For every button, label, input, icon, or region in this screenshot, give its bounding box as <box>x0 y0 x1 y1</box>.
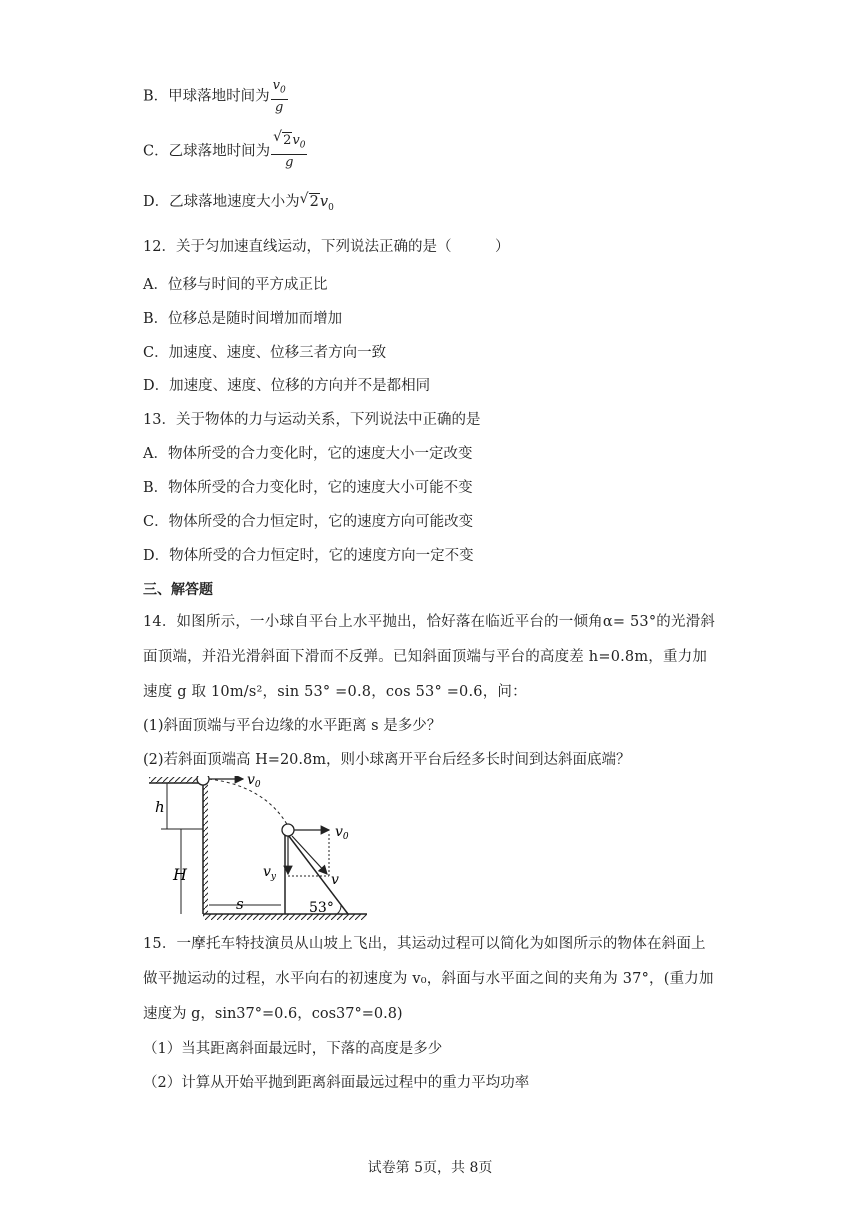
option-text: B．甲球落地时间为 <box>143 88 270 105</box>
q12-option-d: D．加速度、速度、位移的方向并不是都相同 <box>143 378 431 394</box>
q15-line1: 15．一摩托车特技演员从山坡上飞出，其运动过程可以简化为如图所示的物体在斜面上 <box>143 936 706 952</box>
sqrt-expression: √ 2 <box>299 191 319 210</box>
v-arrow <box>292 836 327 874</box>
vy-label: $v_y$ <box>263 864 277 882</box>
q13-option-a: A．物体所受的合力变化时，它的速度大小一定改变 <box>143 446 473 462</box>
option-text: D．乙球落地速度大小为 <box>143 194 300 210</box>
q15-line3: 速度为 g，sin37°=0.6，cos37°=0.8) <box>143 1006 403 1022</box>
q12-stem: 12．关于匀加速直线运动，下列说法正确的是（ ） <box>143 239 510 255</box>
q12-option-c: C．加速度、速度、位移三者方向一致 <box>143 345 387 361</box>
q11-option-b <box>143 78 288 115</box>
option-text: C．乙球落地时间为 <box>143 143 271 160</box>
q14-subquestion-1: (1)斜面顶端与平台边缘的水平距离 s 是多少？ <box>143 718 442 734</box>
q14-line2: 面顶端，并沿光滑斜面下滑而不反弹。已知斜面顶端与平台的高度差 h=0.8m，重力加 <box>143 649 708 665</box>
v0-label-top: $v_0$ <box>247 776 261 790</box>
angle-arc <box>337 905 341 914</box>
q14-line1: 14．如图所示，一小球自平台上水平抛出，恰好落在临近平台的一倾角α= 53°的光滑斜 <box>143 614 716 630</box>
h-label: h <box>155 798 165 816</box>
page-footer: 试卷第 5页，共 8页 <box>367 1160 493 1176</box>
ball-start <box>197 776 209 785</box>
fraction-v0-over-g: $\frac{v_0}{g}$ <box>272 78 286 115</box>
q11-option-c <box>143 129 307 170</box>
q13-stem: 13．关于物体的力与运动关系，下列说法中正确的是 <box>143 412 481 428</box>
fraction-sqrt2v0-over-g: √ $2v_0$ g <box>273 129 306 170</box>
s-label: s <box>236 895 244 913</box>
q15-line2: 做平抛运动的过程，水平向右的初速度为 v₀，斜面与水平面之间的夹角为 37°，(重力加 <box>143 971 714 987</box>
angle-label: 53° <box>309 900 334 916</box>
q11-option-d: D．乙球落地速度大小为 √ $2v_0$ <box>143 191 334 213</box>
ball-incline <box>282 824 294 836</box>
v0-label-incline: $v_0$ <box>335 824 349 842</box>
H-label: H <box>173 865 187 884</box>
section-heading: 三、解答题 <box>143 582 213 598</box>
projectile-incline-figure <box>145 776 375 921</box>
platform-hatch <box>149 777 203 783</box>
q14-subquestion-2: (2)若斜面顶端高 H=20.8m，则小球离开平台后经多长时间到达斜面底端？ <box>143 752 631 768</box>
q15-subquestion-2: （2）计算从开始平抛到距离斜面最远过程中的重力平均功率 <box>143 1075 530 1091</box>
q13-option-b: B．物体所受的合力变化时，它的速度大小可能不变 <box>143 480 473 496</box>
platform-wall-hatch <box>203 783 208 914</box>
q14-line3: 速度 g 取 10m/s²，sin 53° =0.8，cos 53° =0.6，问： <box>143 684 527 700</box>
q12-option-b: B．位移总是随时间增加而增加 <box>143 311 343 327</box>
v-label: v <box>331 872 339 888</box>
q13-option-c: C．物体所受的合力恒定时，它的速度方向可能改变 <box>143 514 474 530</box>
ground-hatch <box>203 914 367 920</box>
q13-option-d: D．物体所受的合力恒定时，它的速度方向一定不变 <box>143 548 474 564</box>
q15-subquestion-1: （1）当其距离斜面最远时，下落的高度是多少 <box>143 1041 443 1057</box>
q12-option-a: A．位移与时间的平方成正比 <box>143 277 328 293</box>
